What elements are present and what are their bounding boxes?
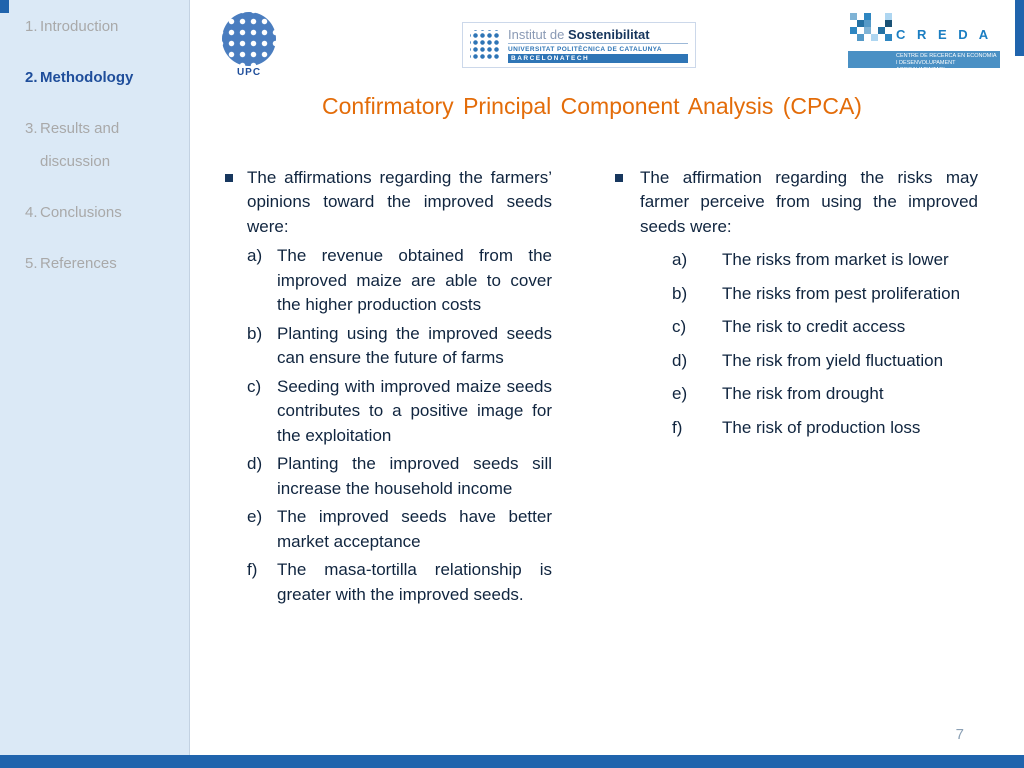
sidebar-item-label: Results and discussion	[40, 120, 120, 170]
sidebar	[0, 0, 190, 768]
item-text: The risk to credit access	[722, 317, 906, 337]
item-text: The risk from yield fluctuation	[722, 350, 944, 370]
left-intro	[225, 166, 552, 239]
item-text: Planting using the improved seeds can ensure the future of farms	[277, 323, 552, 368]
sidebar-item-label: Conclusions	[40, 204, 122, 221]
right-item-list	[672, 248, 978, 440]
item-text: Planting the improved seeds sill increase the household income	[277, 454, 552, 498]
universitat-line: UNIVERSITAT POLITÈCNICA DE CATALUNYA	[508, 46, 662, 53]
list-item	[247, 375, 552, 448]
item-marker: a)	[247, 246, 263, 266]
top-right-accent-bar	[1015, 0, 1024, 56]
item-marker: d)	[672, 350, 688, 370]
right-intro	[615, 166, 978, 239]
upc-small-dots-icon	[470, 30, 500, 60]
item-marker: c)	[247, 376, 262, 396]
creda-subtitle-line1: CENTRE DE RECERCA EN ECONOMIA	[896, 53, 997, 59]
list-item	[672, 248, 978, 272]
top-left-accent-bar	[0, 0, 9, 13]
upc-dots-icon	[222, 12, 276, 66]
item-text: The risk from drought	[722, 384, 884, 404]
page-number: 7	[955, 726, 964, 743]
square-bullet-icon	[615, 174, 623, 182]
left-item-list	[247, 244, 552, 607]
sidebar-item-methodology	[0, 61, 189, 94]
upc-logo	[220, 12, 278, 78]
list-item	[247, 558, 552, 607]
list-item	[672, 315, 978, 339]
item-marker: c)	[672, 317, 687, 337]
item-marker: f)	[247, 560, 258, 580]
sidebar-item-results	[0, 112, 189, 178]
list-item	[247, 505, 552, 554]
list-item	[247, 244, 552, 317]
sidebar-item-label: References	[40, 255, 117, 272]
item-text: The revenue obtained from the improved maize are able to cover the higher production costs	[277, 246, 552, 315]
creda-subtitle-line2: I DESENVOLUPAMENT AGROALIMENTARI	[896, 60, 956, 74]
institut-sostenibilitat-logo	[462, 22, 696, 68]
item-marker: e)	[672, 384, 688, 404]
sidebar-item-label: Introduction	[40, 18, 119, 35]
list-item	[247, 322, 552, 371]
creda-logo	[848, 10, 1000, 74]
creda-subtitle	[848, 51, 1000, 74]
sidebar-item-number: 3.	[25, 120, 38, 137]
item-marker: b)	[672, 283, 688, 303]
sidebar-item-number: 1.	[25, 18, 38, 35]
list-item	[672, 382, 978, 406]
list-item	[672, 349, 978, 373]
item-marker: b)	[247, 323, 263, 343]
sidebar-item-number: 4.	[25, 204, 38, 221]
institut-sostenibilitat-text	[508, 27, 688, 63]
barcelonatech-line: BARCELONATECH	[508, 54, 688, 63]
sidebar-item-references	[0, 247, 189, 280]
creda-mosaic-icon	[850, 13, 892, 41]
creda-name: C R E D A	[896, 27, 993, 42]
list-item	[247, 452, 552, 501]
item-text: The risks from market is lower	[722, 250, 949, 270]
list-item	[672, 416, 978, 440]
item-marker: d)	[247, 454, 263, 474]
page-title: Confirmatory Principal Component Analysis (CPCA)	[322, 93, 862, 119]
right-column	[615, 166, 978, 449]
left-column	[225, 166, 552, 611]
sidebar-item-conclusions	[0, 196, 189, 229]
list-item	[672, 282, 978, 306]
item-text: The improved seeds have better market acceptance	[277, 507, 552, 551]
bottom-accent-bar	[0, 755, 1024, 768]
sidebar-item-label: Methodology	[40, 69, 134, 86]
institut-title: Institut de Sostenibilitat	[508, 27, 688, 44]
left-intro-text: The affirmations regarding the farmers’ opinions toward the improved seeds were:	[247, 168, 552, 236]
item-marker: f)	[672, 417, 683, 437]
item-marker: a)	[672, 250, 688, 270]
item-text: The risks from pest proliferation	[722, 283, 961, 303]
item-text: The risk of production loss	[722, 417, 921, 437]
sidebar-item-number: 5.	[25, 255, 38, 272]
square-bullet-icon	[225, 174, 233, 182]
item-marker: e)	[247, 507, 263, 527]
upc-logo-label: UPC	[236, 67, 262, 78]
item-text: The masa-tortilla relationship is greater with the improved seeds.	[277, 560, 552, 604]
right-intro-text: The affirmation regarding the risks may farmer perceive from using the improved seeds were:	[640, 168, 978, 236]
item-text: Seeding with improved maize seeds contributes to a positive image for the exploitation	[277, 376, 552, 445]
sidebar-item-introduction	[0, 10, 189, 43]
sidebar-item-number: 2.	[25, 69, 38, 86]
